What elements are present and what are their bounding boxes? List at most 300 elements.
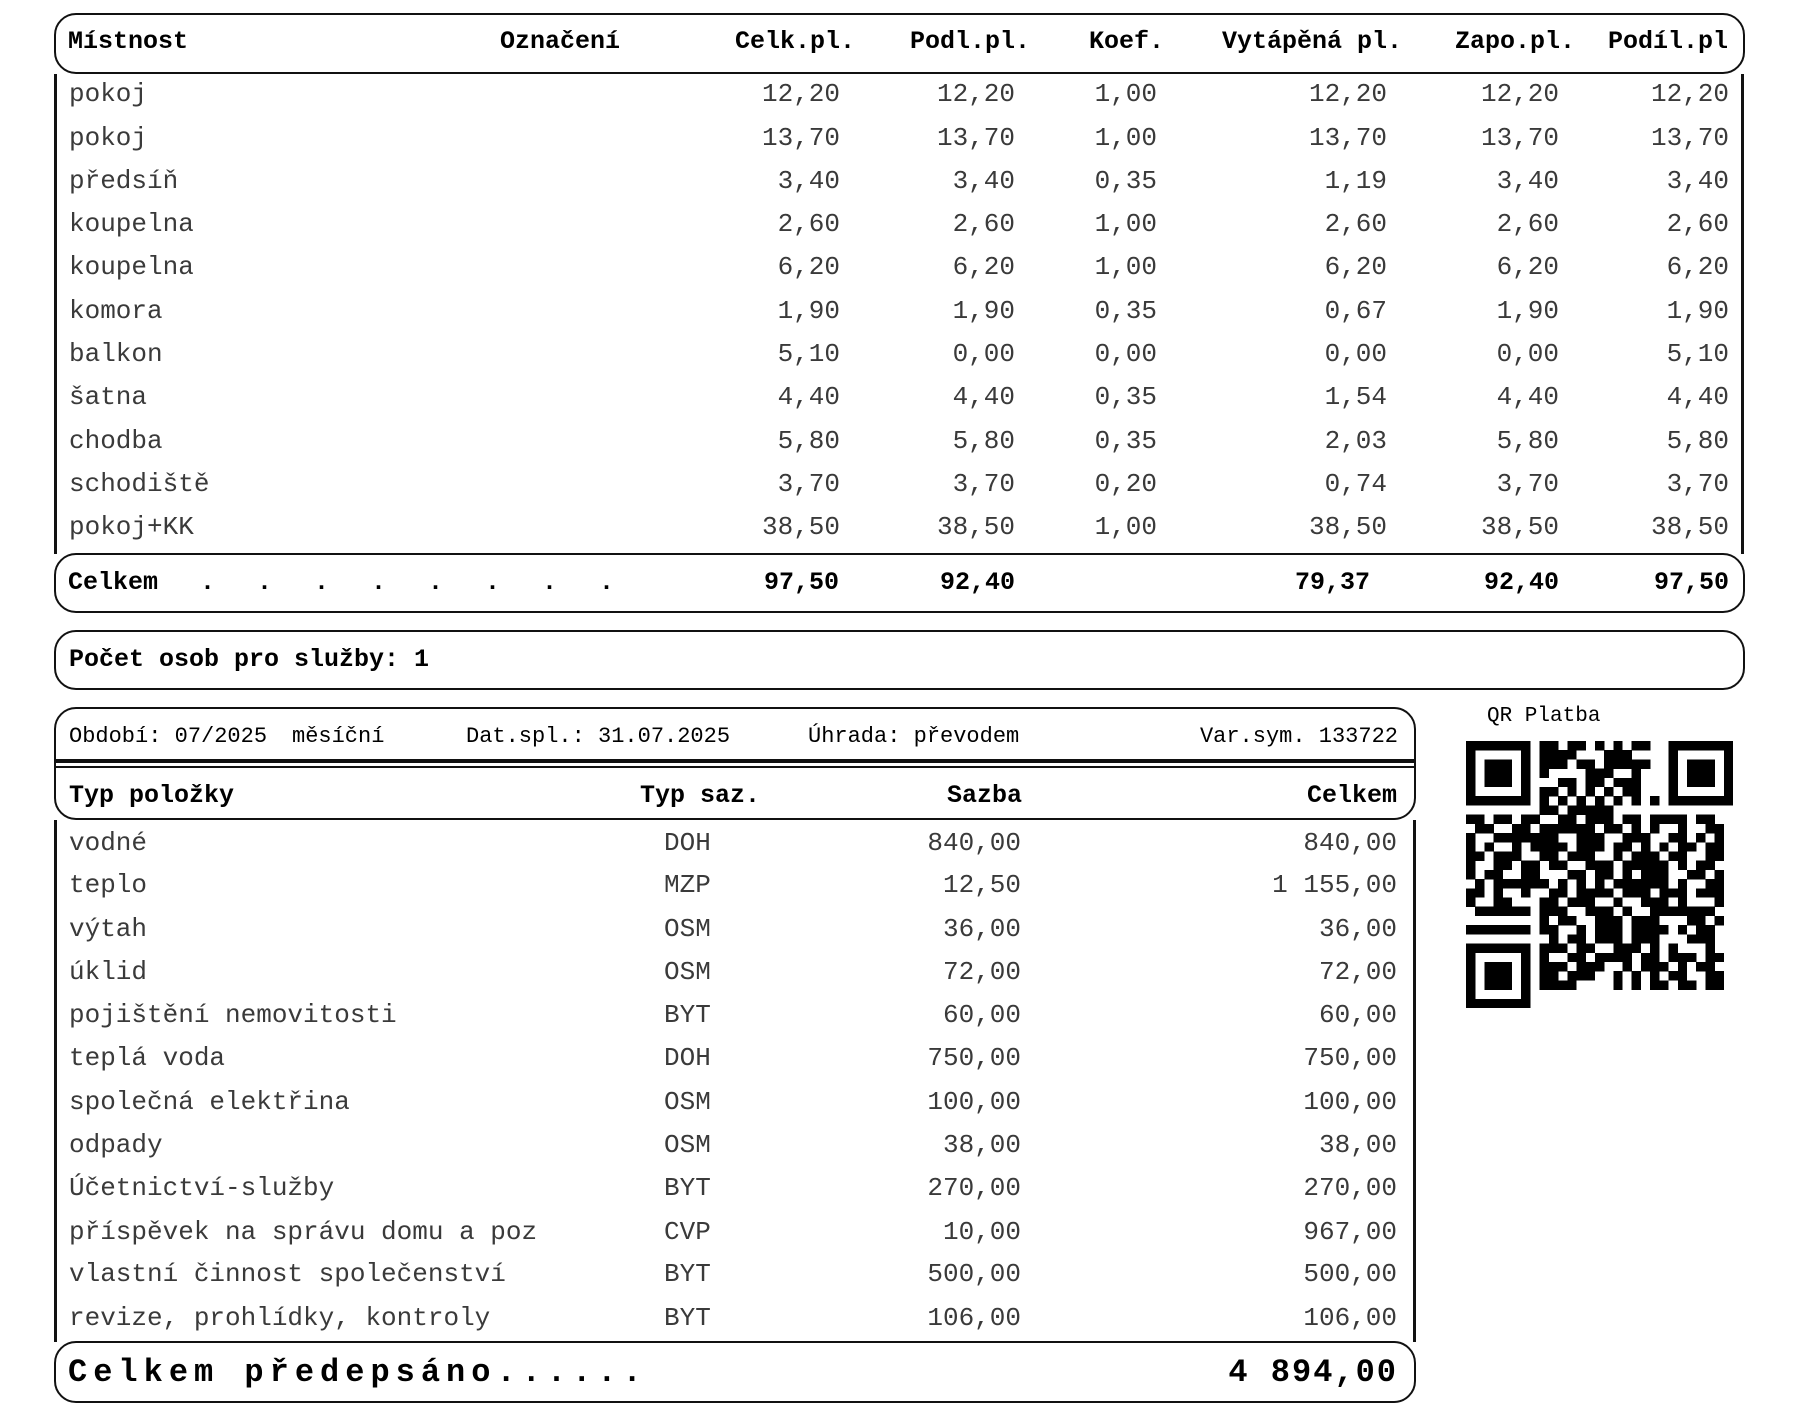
qr-module (1484, 980, 1493, 989)
qr-module (1696, 759, 1705, 768)
qr-module (1494, 833, 1503, 842)
qr-module (1632, 778, 1641, 787)
qr-module (1715, 796, 1724, 805)
qr-module (1503, 971, 1512, 980)
qr-label: QR Platba (1487, 705, 1601, 728)
room-cell-celk: 1,90 (777, 296, 840, 326)
qr-module (1604, 815, 1613, 824)
qr-module (1613, 851, 1622, 860)
qr-module (1540, 833, 1549, 842)
room-cell-name: pokoj+KK (69, 512, 194, 542)
qr-module (1512, 842, 1521, 851)
qr-module (1475, 925, 1484, 934)
room-row (0, 252, 1802, 292)
room-row (0, 469, 1802, 509)
qr-module (1595, 796, 1604, 805)
payment-cell-total: 106,00 (1303, 1303, 1397, 1333)
payment-item-row (0, 1173, 1802, 1213)
qr-module (1576, 944, 1585, 953)
qr-module (1659, 870, 1668, 879)
qr-module (1549, 980, 1558, 989)
payment-cell-rate: 60,00 (942, 1000, 1021, 1030)
payment-cell-rate: 36,00 (942, 914, 1021, 944)
qr-module (1494, 944, 1503, 953)
payment-cell-total: 840,00 (1303, 828, 1397, 858)
qr-module (1549, 934, 1558, 943)
qr-module (1512, 824, 1521, 833)
qr-module (1540, 879, 1549, 888)
room-cell-zapo: 4,40 (1496, 382, 1559, 412)
qr-module (1678, 861, 1687, 870)
payment-cell-rate: 840,00 (927, 828, 1021, 858)
payment-cell-type: DOH (664, 1043, 711, 1073)
qr-module (1521, 907, 1530, 916)
qr-module (1623, 870, 1632, 879)
qr-module (1659, 815, 1668, 824)
qr-module (1659, 879, 1668, 888)
qr-module (1613, 944, 1622, 953)
qr-module (1623, 750, 1632, 759)
qr-module (1669, 796, 1678, 805)
qr-module (1549, 898, 1558, 907)
qr-module (1503, 778, 1512, 787)
qr-module (1549, 907, 1558, 916)
qr-module (1696, 916, 1705, 925)
qr-module (1705, 907, 1714, 916)
qr-module (1715, 851, 1724, 860)
qr-module (1641, 934, 1650, 943)
payment-cell-total: 72,00 (1318, 957, 1397, 987)
qr-module (1623, 778, 1632, 787)
qr-module (1613, 778, 1622, 787)
qr-module (1604, 925, 1613, 934)
qr-module (1475, 796, 1484, 805)
qr-module (1604, 750, 1613, 759)
qr-module (1540, 769, 1549, 778)
qr-module (1715, 833, 1724, 842)
col-header-typ-polozky: Typ položky (69, 781, 235, 810)
qr-module (1659, 962, 1668, 971)
qr-module (1604, 907, 1613, 916)
qr-module (1530, 833, 1539, 842)
payment-cell-total: 38,00 (1318, 1130, 1397, 1160)
qr-module (1650, 971, 1659, 980)
qr-module (1530, 861, 1539, 870)
qr-module (1466, 999, 1475, 1008)
room-cell-celk: 38,50 (761, 512, 840, 542)
qr-module (1521, 778, 1530, 787)
qr-module (1558, 796, 1567, 805)
qr-module (1567, 815, 1576, 824)
qr-module (1659, 898, 1668, 907)
qr-module (1521, 980, 1530, 989)
room-cell-name: předsíň (69, 166, 179, 196)
qr-module (1475, 815, 1484, 824)
qr-module (1540, 953, 1549, 962)
qr-module (1715, 842, 1724, 851)
qr-module (1549, 971, 1558, 980)
qr-module (1549, 805, 1558, 814)
qr-module (1558, 980, 1567, 989)
qr-module (1484, 759, 1493, 768)
room-cell-zapo: 3,40 (1496, 166, 1559, 196)
qr-module (1678, 898, 1687, 907)
payment-cell-type: BYT (664, 1000, 711, 1030)
room-cell-podl: 13,70 (936, 123, 1015, 153)
qr-module (1613, 916, 1622, 925)
room-cell-podil: 5,10 (1666, 339, 1729, 369)
qr-module (1641, 870, 1650, 879)
qr-module (1705, 925, 1714, 934)
qr-module (1696, 870, 1705, 879)
qr-module (1586, 833, 1595, 842)
qr-module (1613, 934, 1622, 943)
qr-module (1687, 842, 1696, 851)
qr-module (1484, 796, 1493, 805)
qr-module (1484, 944, 1493, 953)
qr-module (1494, 962, 1503, 971)
qr-module (1678, 851, 1687, 860)
qr-module (1595, 842, 1604, 851)
room-cell-celk: 2,60 (777, 209, 840, 239)
qr-module (1687, 980, 1696, 989)
qr-module (1613, 971, 1622, 980)
qr-module (1558, 888, 1567, 897)
qr-module (1466, 925, 1475, 934)
qr-module (1659, 980, 1668, 989)
qr-module (1650, 824, 1659, 833)
qr-module (1540, 971, 1549, 980)
qr-module (1669, 833, 1678, 842)
payment-cell-name: revize, prohlídky, kontroly (69, 1303, 491, 1333)
period-type: měsíční (292, 724, 385, 749)
qr-module (1576, 934, 1585, 943)
qr-module (1521, 815, 1530, 824)
qr-module (1576, 741, 1585, 750)
qr-module (1484, 971, 1493, 980)
qr-module (1650, 925, 1659, 934)
qr-module (1687, 759, 1696, 768)
col-header-celkem: Celkem (1306, 781, 1397, 810)
qr-module (1549, 944, 1558, 953)
qr-module (1705, 944, 1714, 953)
qr-module (1540, 787, 1549, 796)
qr-module (1484, 778, 1493, 787)
qr-module (1669, 750, 1678, 759)
qr-module (1466, 962, 1475, 971)
qr-module (1641, 962, 1650, 971)
qr-module (1613, 953, 1622, 962)
qr-module (1549, 962, 1558, 971)
qr-module (1595, 953, 1604, 962)
qr-module (1586, 815, 1595, 824)
qr-module (1623, 888, 1632, 897)
qr-module (1567, 824, 1576, 833)
room-cell-name: koupelna (69, 209, 194, 239)
payment-cell-rate: 38,00 (942, 1130, 1021, 1160)
room-cell-podil: 12,20 (1650, 79, 1729, 109)
qr-module (1521, 759, 1530, 768)
qr-module (1512, 796, 1521, 805)
qr-module (1503, 925, 1512, 934)
qr-module (1576, 971, 1585, 980)
payment-cell-name: teplá voda (69, 1043, 226, 1073)
qr-module (1696, 796, 1705, 805)
payment-cell-type: BYT (664, 1173, 711, 1203)
room-cell-podil: 2,60 (1666, 209, 1729, 239)
qr-module (1521, 787, 1530, 796)
qr-module (1512, 944, 1521, 953)
room-cell-celk: 3,40 (777, 166, 840, 196)
qr-module (1576, 870, 1585, 879)
qr-module (1696, 925, 1705, 934)
qr-module (1613, 824, 1622, 833)
qr-module (1632, 833, 1641, 842)
room-cell-zapo: 6,20 (1496, 252, 1559, 282)
room-row (0, 209, 1802, 249)
room-cell-podl: 2,60 (952, 209, 1015, 239)
qr-module (1696, 907, 1705, 916)
qr-module (1503, 769, 1512, 778)
qr-module (1494, 999, 1503, 1008)
qr-module (1512, 999, 1521, 1008)
rooms-total-celk: 97,50 (763, 568, 839, 597)
qr-module (1696, 833, 1705, 842)
room-row (0, 166, 1802, 206)
qr-module (1576, 851, 1585, 860)
qr-module (1687, 796, 1696, 805)
qr-module (1586, 888, 1595, 897)
qr-module (1549, 741, 1558, 750)
room-cell-podil: 38,50 (1650, 512, 1729, 542)
qr-module (1466, 769, 1475, 778)
qr-module (1715, 888, 1724, 897)
room-cell-vyt: 38,50 (1308, 512, 1387, 542)
qr-module (1632, 741, 1641, 750)
qr-module (1641, 861, 1650, 870)
qr-module (1512, 741, 1521, 750)
payment-cell-rate: 500,00 (927, 1259, 1021, 1289)
payment-item-row (0, 1303, 1802, 1343)
qr-module (1669, 888, 1678, 897)
payment-item-row (0, 1217, 1802, 1257)
qr-module (1521, 925, 1530, 934)
qr-module (1466, 759, 1475, 768)
qr-module (1669, 851, 1678, 860)
room-cell-zapo: 13,70 (1480, 123, 1559, 153)
payment-item-row (0, 1259, 1802, 1299)
payment-cell-total: 1 155,00 (1272, 870, 1397, 900)
qr-module (1558, 750, 1567, 759)
qr-module (1558, 815, 1567, 824)
qr-module (1503, 879, 1512, 888)
qr-module (1530, 879, 1539, 888)
qr-module (1604, 861, 1613, 870)
room-cell-koef: 0,35 (1094, 426, 1157, 456)
qr-module (1503, 980, 1512, 989)
payment-method: Úhrada: převodem (808, 724, 1020, 749)
qr-module (1678, 815, 1687, 824)
qr-module (1549, 787, 1558, 796)
room-cell-podl: 3,40 (952, 166, 1015, 196)
payment-cell-rate: 270,00 (927, 1173, 1021, 1203)
qr-module (1558, 842, 1567, 851)
qr-module (1466, 815, 1475, 824)
qr-module (1650, 907, 1659, 916)
qr-module (1604, 769, 1613, 778)
qr-module (1641, 916, 1650, 925)
qr-module (1558, 824, 1567, 833)
qr-module (1705, 851, 1714, 860)
payment-cell-type: DOH (664, 828, 711, 858)
qr-module (1586, 851, 1595, 860)
qr-module (1678, 888, 1687, 897)
qr-module (1641, 851, 1650, 860)
room-cell-vyt: 2,03 (1324, 426, 1387, 456)
qr-module (1576, 805, 1585, 814)
qr-module (1586, 824, 1595, 833)
qr-module (1696, 741, 1705, 750)
payment-cell-type: BYT (664, 1259, 711, 1289)
qr-module (1586, 759, 1595, 768)
payment-cell-total: 500,00 (1303, 1259, 1397, 1289)
qr-module (1484, 824, 1493, 833)
qr-module (1540, 741, 1549, 750)
qr-module (1549, 833, 1558, 842)
variable-symbol: Var.sym. 133722 (1199, 724, 1398, 749)
qr-module (1494, 796, 1503, 805)
qr-module (1659, 907, 1668, 916)
room-cell-vyt: 1,54 (1324, 382, 1387, 412)
qr-module (1595, 815, 1604, 824)
qr-module (1475, 879, 1484, 888)
qr-module (1549, 888, 1558, 897)
qr-module (1595, 934, 1604, 943)
room-cell-koef: 0,00 (1094, 339, 1157, 369)
room-cell-vyt: 1,19 (1324, 166, 1387, 196)
room-cell-koef: 0,35 (1094, 382, 1157, 412)
payment-cell-type: OSM (664, 957, 711, 987)
qr-module (1641, 741, 1650, 750)
qr-module (1540, 750, 1549, 759)
persons-count: Počet osob pro služby: 1 (69, 645, 430, 674)
qr-module (1623, 815, 1632, 824)
payment-cell-type: MZP (664, 870, 711, 900)
qr-module (1466, 851, 1475, 860)
qr-module (1650, 962, 1659, 971)
qr-module (1576, 833, 1585, 842)
qr-module (1521, 990, 1530, 999)
qr-module (1466, 861, 1475, 870)
qr-module (1696, 934, 1705, 943)
qr-module (1567, 870, 1576, 879)
qr-module (1576, 796, 1585, 805)
payment-item-row (0, 1087, 1802, 1127)
qr-module (1512, 833, 1521, 842)
col-header-typ-saz: Typ saz. (640, 781, 761, 810)
qr-module (1530, 842, 1539, 851)
qr-module (1678, 833, 1687, 842)
qr-module (1632, 796, 1641, 805)
qr-module (1613, 898, 1622, 907)
qr-module (1503, 833, 1512, 842)
room-cell-zapo: 2,60 (1496, 209, 1559, 239)
qr-module (1623, 879, 1632, 888)
qr-module (1687, 953, 1696, 962)
qr-module (1623, 944, 1632, 953)
qr-module (1494, 907, 1503, 916)
qr-module (1595, 778, 1604, 787)
qr-module (1503, 851, 1512, 860)
qr-module (1595, 833, 1604, 842)
qr-module (1567, 898, 1576, 907)
qr-module (1623, 953, 1632, 962)
qr-module (1687, 778, 1696, 787)
qr-module (1512, 907, 1521, 916)
qr-module (1466, 944, 1475, 953)
qr-module (1678, 842, 1687, 851)
qr-module (1494, 769, 1503, 778)
qr-module (1705, 934, 1714, 943)
payment-cell-name: Účetnictví-služby (69, 1173, 335, 1203)
qr-module (1623, 759, 1632, 768)
qr-module (1549, 750, 1558, 759)
payment-cell-rate: 72,00 (942, 957, 1021, 987)
qr-module (1540, 805, 1549, 814)
qr-module (1705, 861, 1714, 870)
qr-module (1512, 879, 1521, 888)
qr-module (1669, 815, 1678, 824)
qr-module (1669, 907, 1678, 916)
qr-module (1521, 953, 1530, 962)
qr-module (1724, 741, 1733, 750)
qr-module (1521, 944, 1530, 953)
qr-module (1466, 842, 1475, 851)
room-cell-podil: 3,40 (1666, 166, 1729, 196)
qr-module (1521, 999, 1530, 1008)
qr-module (1466, 980, 1475, 989)
qr-module (1715, 980, 1724, 989)
qr-module (1595, 916, 1604, 925)
qr-module (1724, 796, 1733, 805)
qr-module (1484, 741, 1493, 750)
qr-module (1595, 888, 1604, 897)
grand-total-value: 4 894,00 (1228, 1354, 1398, 1391)
qr-module (1659, 888, 1668, 897)
qr-module (1623, 861, 1632, 870)
qr-module (1613, 750, 1622, 759)
room-cell-celk: 5,10 (777, 339, 840, 369)
qr-module (1586, 944, 1595, 953)
qr-module (1494, 861, 1503, 870)
rooms-total-podil: 97,50 (1653, 568, 1729, 597)
qr-module (1650, 879, 1659, 888)
qr-module (1659, 842, 1668, 851)
qr-module (1595, 805, 1604, 814)
qr-module (1650, 898, 1659, 907)
payment-cell-type: CVP (664, 1217, 711, 1247)
room-cell-koef: 0,35 (1094, 166, 1157, 196)
qr-module (1586, 787, 1595, 796)
qr-module (1669, 787, 1678, 796)
qr-module (1521, 796, 1530, 805)
qr-module (1724, 750, 1733, 759)
room-cell-vyt: 0,67 (1324, 296, 1387, 326)
room-cell-vyt: 0,74 (1324, 469, 1387, 499)
qr-module (1595, 879, 1604, 888)
room-cell-name: komora (69, 296, 163, 326)
qr-module (1521, 824, 1530, 833)
